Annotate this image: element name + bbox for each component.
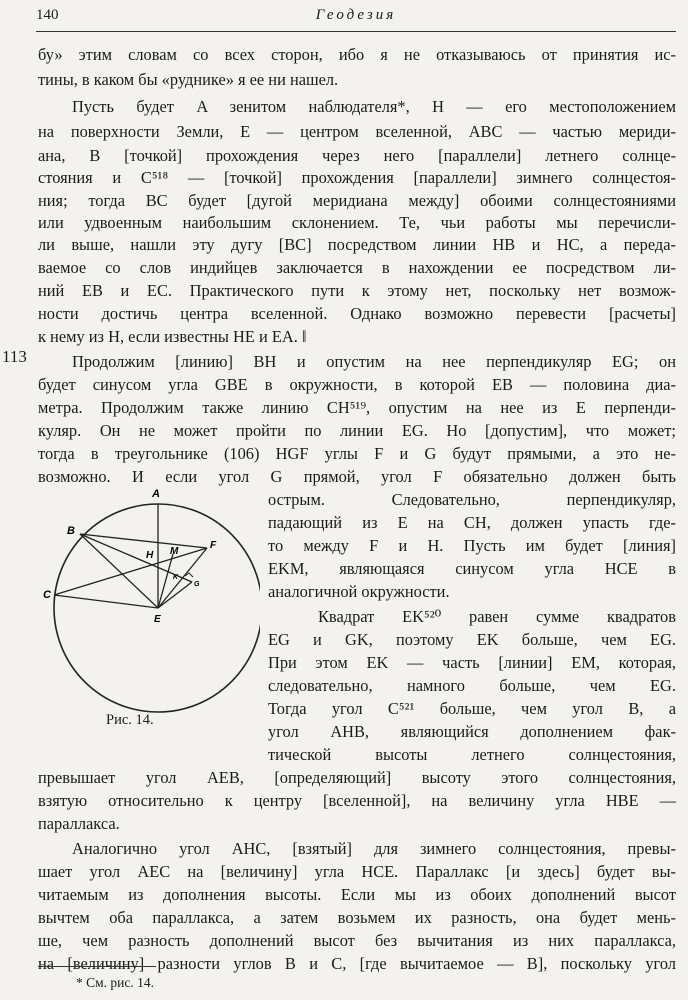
text-line: тогда в треугольнике (106) HGF углы F и G будут прямыми, а это не- (38, 444, 676, 463)
label-M: M (170, 546, 179, 557)
figure-caption: Рис. 14. (106, 712, 154, 728)
text-line: взятую относительно к центру [вселенной], на величину угла HBE — (38, 791, 676, 810)
text-line: или удвоенным наибольшим склонением. Те, чьи работы мы перечисли- (38, 213, 676, 232)
text-line: Квадрат EK⁵²⁰ равен сумме квадратов (318, 607, 676, 626)
text-line: то между F и H. Пусть им будет [линия] (268, 536, 676, 555)
text-line: параллакса. (38, 814, 120, 833)
text-line: вычтем оба параллакса, а затем возьмем их разность, она будет мень- (38, 908, 676, 927)
footnote-rule (38, 966, 156, 967)
line-BE (80, 534, 158, 608)
text-line: тической высоты летнего солнцестояния, (268, 745, 676, 764)
text-line: тины, в каком бы «руднике» я ее ни нашел. (38, 70, 339, 89)
text-line: ше, чем разность дополнений высот без вычитания из них параллакса, (38, 931, 676, 950)
header-rule (36, 31, 676, 32)
text-line: падающий из E на CH, должен упасть где- (268, 513, 676, 532)
text-line: ности достичь центра вселенной. Однако возможно перевести [расчеты] (38, 304, 676, 323)
page-number: 140 (36, 7, 59, 23)
text-line: Аналогично угол AHC, [взятый] для зимнего солнцестояния, превы- (72, 839, 676, 858)
text-line: Пусть будет A зенитом наблюдателя*, H — его местоположением (72, 97, 676, 116)
text-line: будет синусом угла GBE в окружности, в которой EB — половина диа- (38, 375, 676, 394)
label-C: C (43, 589, 51, 601)
text-line: к нему из H, если известны HE и EA. ‖ (38, 327, 307, 346)
text-line: ваемое со слов индийцев заключается в нахождении ее посредством ли- (38, 258, 676, 277)
footnote: * См. рис. 14. (76, 975, 155, 990)
label-E: E (154, 614, 161, 625)
text-line: При этом EK — часть [линии] EM, которая, (268, 653, 676, 672)
line-CE (54, 595, 158, 608)
figure-14-diagram (42, 482, 260, 728)
line-EG (158, 582, 192, 608)
text-line: бу» этим словам со всех сторон, ибо я не отказываюсь от принятия ис- (38, 45, 676, 64)
text-line: Продолжим [линию] BH и опустим на нее перпендикуляр EG; он (72, 352, 676, 371)
text-line: читаемым из дополнения высоты. Если мы из обоих дополнений высот (38, 885, 676, 904)
text-line: метра. Продолжим также линию CH⁵¹⁹, опустим на нее из E перпенди- (38, 398, 676, 417)
text-line: следовательно, намного больше, чем EG. (268, 676, 676, 695)
text-line: EG и GK, поэтому EK больше, чем EG. (268, 630, 676, 649)
text-line: ана, B [точкой] прохождения через него [параллели] летнего солнце- (38, 146, 676, 165)
label-F: F (210, 540, 217, 551)
text-line: на [величину] разности углов B и C, [где вычитаемое — B], поскольку угол (38, 954, 676, 973)
text-line: острым. Следовательно, перпендикуляр, (268, 490, 676, 509)
text-line: на поверхности Земли, E — центром вселенной, ABC — частью мериди- (38, 122, 676, 141)
margin-page-marker: 113 (2, 347, 27, 366)
text-line: куляр. Он не может пройти по линии EG. Но [допустим], что может; (38, 421, 676, 440)
text-line: EKM, являющаяся синусом угла HCE в (268, 559, 676, 578)
text-line: угол AHB, являющийся дополнением фак- (268, 722, 676, 741)
label-B: B (67, 525, 75, 537)
text-line: ний EB и EC. Практического пути к этому нет, поскольку нет возмож- (38, 281, 676, 300)
text-line: шает угол AEC на [величину] угла HCE. Параллакс [и здесь] будет вы- (38, 862, 676, 881)
text-line: аналогичной окружности. (268, 582, 450, 601)
page-header (36, 7, 676, 29)
label-G: G (194, 581, 200, 588)
text-line: ли выше, нашли эту дугу [BC] посредством линии HB и HC, а переда- (38, 235, 676, 254)
running-title: Геодезия (315, 7, 397, 23)
text-line: Тогда угол C⁵²¹ больше, чем угол B, а (268, 699, 676, 718)
line-BF (80, 534, 207, 548)
label-K: K (173, 574, 179, 581)
line-EF (158, 548, 207, 608)
text-line: превышает угол AEB, [определяющий] высоту этого солнцестояния, (38, 768, 676, 787)
text-line: стояния и C⁵¹⁸ — [точкой] прохождения [параллели] зимнего солнцестоя- (38, 168, 676, 187)
text-line: ния; тогда BC будет [дугой меридиана между] обоими солнцестояниями (38, 191, 676, 210)
text-line: возможно. И если угол G прямой, угол F обязательно должен быть (38, 467, 676, 486)
label-H: H (146, 550, 154, 561)
label-A: A (152, 488, 160, 500)
